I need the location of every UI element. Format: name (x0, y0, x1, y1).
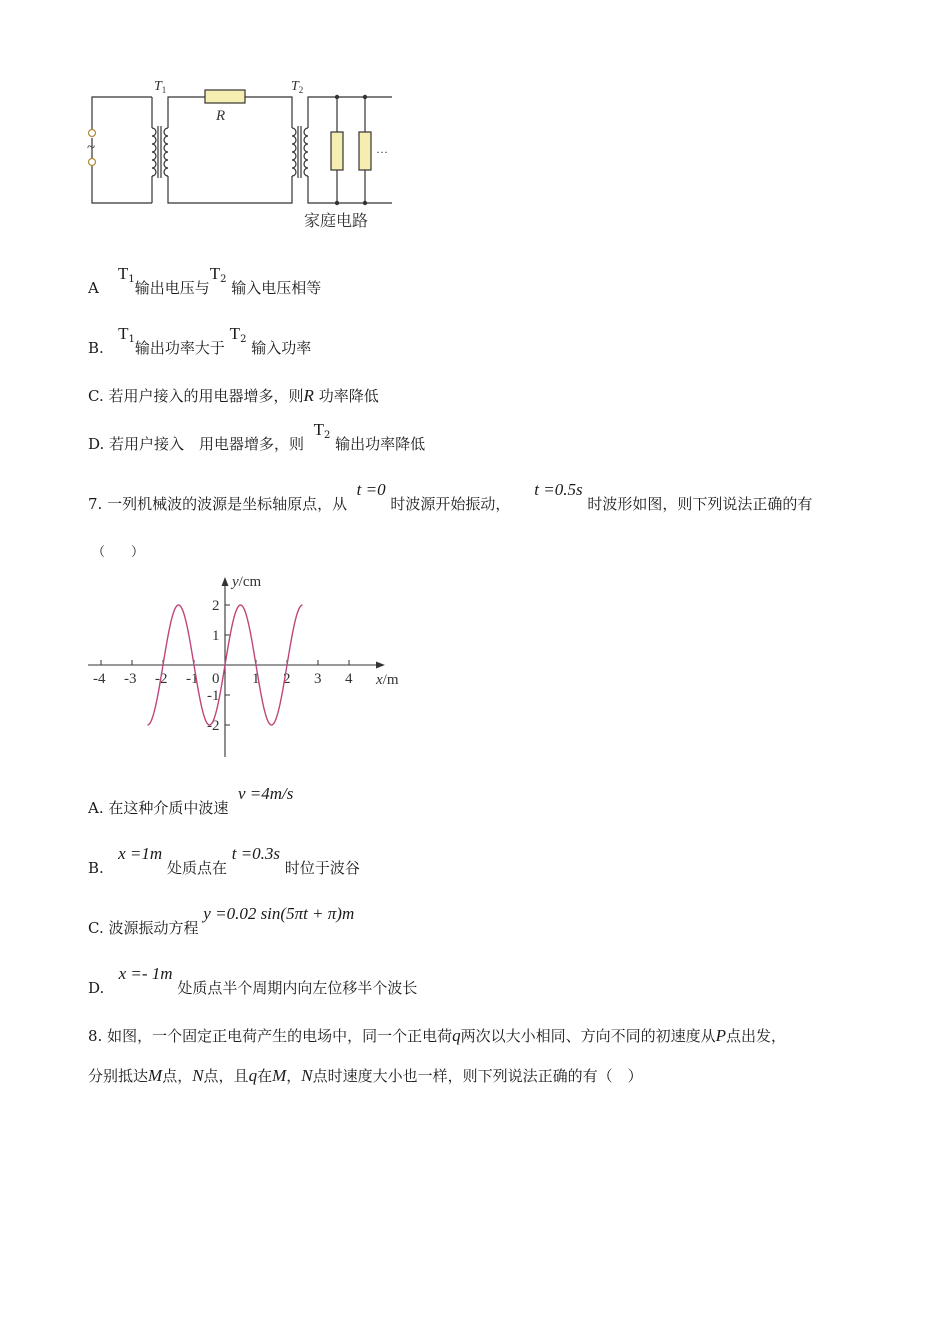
q6-option-b: B. $T_1$输出功率大于 $T_2$ 输入功率 (88, 324, 312, 357)
ellipsis-label: ··· (376, 145, 388, 159)
x-tick-label: 2 (283, 671, 291, 687)
transformer-circuit-diagram (80, 70, 410, 240)
t1-label: $T_1$ (154, 79, 167, 95)
y-axis-label: y/cm (232, 574, 262, 590)
y-tick-label: -2 (207, 718, 220, 734)
q6-option-c: C. 若用户接入的用电器增多，则R 功率降低 (88, 386, 379, 405)
t2-label: $T_2$ (291, 79, 304, 95)
x-tick-label: -4 (93, 671, 106, 687)
q7-option-b: B. x =1m 处质点在 t =0.3s 时位于波谷 (88, 844, 360, 877)
junction-dot (335, 95, 339, 99)
junction-dot (363, 95, 367, 99)
x-tick-label: -1 (186, 671, 199, 687)
source-symbol: ~ (87, 140, 96, 156)
x-tick-label: -3 (124, 671, 137, 687)
q6-option-a: A $T_1$输出电压与$T_2$ 输入电压相等 (88, 264, 322, 297)
resistor-r (205, 90, 245, 103)
junction-dot (335, 201, 339, 205)
y-tick-label: 2 (212, 598, 220, 614)
x-tick-label: 1 (252, 671, 260, 687)
junction-dot (363, 201, 367, 205)
y-tick-label: 1 (212, 628, 220, 644)
x-axis-label: x/m (376, 672, 399, 688)
x-tick-label: 0 (212, 671, 220, 687)
q7-stem: 7. 一列机械波的波源是坐标轴原点，从 t =0 时波源开始振动， t =0.5s 时波形如图，则下列说法正确的有 (88, 480, 813, 513)
load-resistor-1 (331, 132, 343, 170)
wave-graph (80, 572, 420, 767)
x-tick-label: -2 (155, 671, 168, 687)
x-tick-label: 4 (345, 671, 353, 687)
x-tick-label: 3 (314, 671, 322, 687)
q8-stem-line1: 8. 如图，一个固定正电荷产生的电场中，同一个正电荷q两次以大小相同、方向不同的初速度从P点出发， (88, 1026, 787, 1045)
q7-answer-paren: （ ） (92, 545, 145, 560)
q6-option-d: D. 若用户接入 用电器增多，则 $T_2$ 输出功率降低 (88, 420, 426, 453)
q7-option-a: A. 在这种介质中波速 v =4m/s (88, 784, 294, 817)
q7-option-c: C. 波源振动方程 y =0.02 sin(5πt + π)m (88, 904, 355, 937)
q8-stem-line2: 分别抵达M点，N点，且q在M，N点时速度大小也一样，则下列说法正确的有（ ） (88, 1066, 643, 1085)
home-circuit-caption: 家庭电路 (304, 211, 369, 230)
q7-option-d: D. x =- 1m 处质点半个周期内向左位移半个波长 (88, 964, 418, 997)
source-terminal-bottom (89, 159, 96, 166)
y-tick-label: -1 (207, 688, 220, 704)
source-terminal-top (89, 130, 96, 137)
r-label: R (216, 108, 226, 124)
load-resistor-2 (359, 132, 371, 170)
